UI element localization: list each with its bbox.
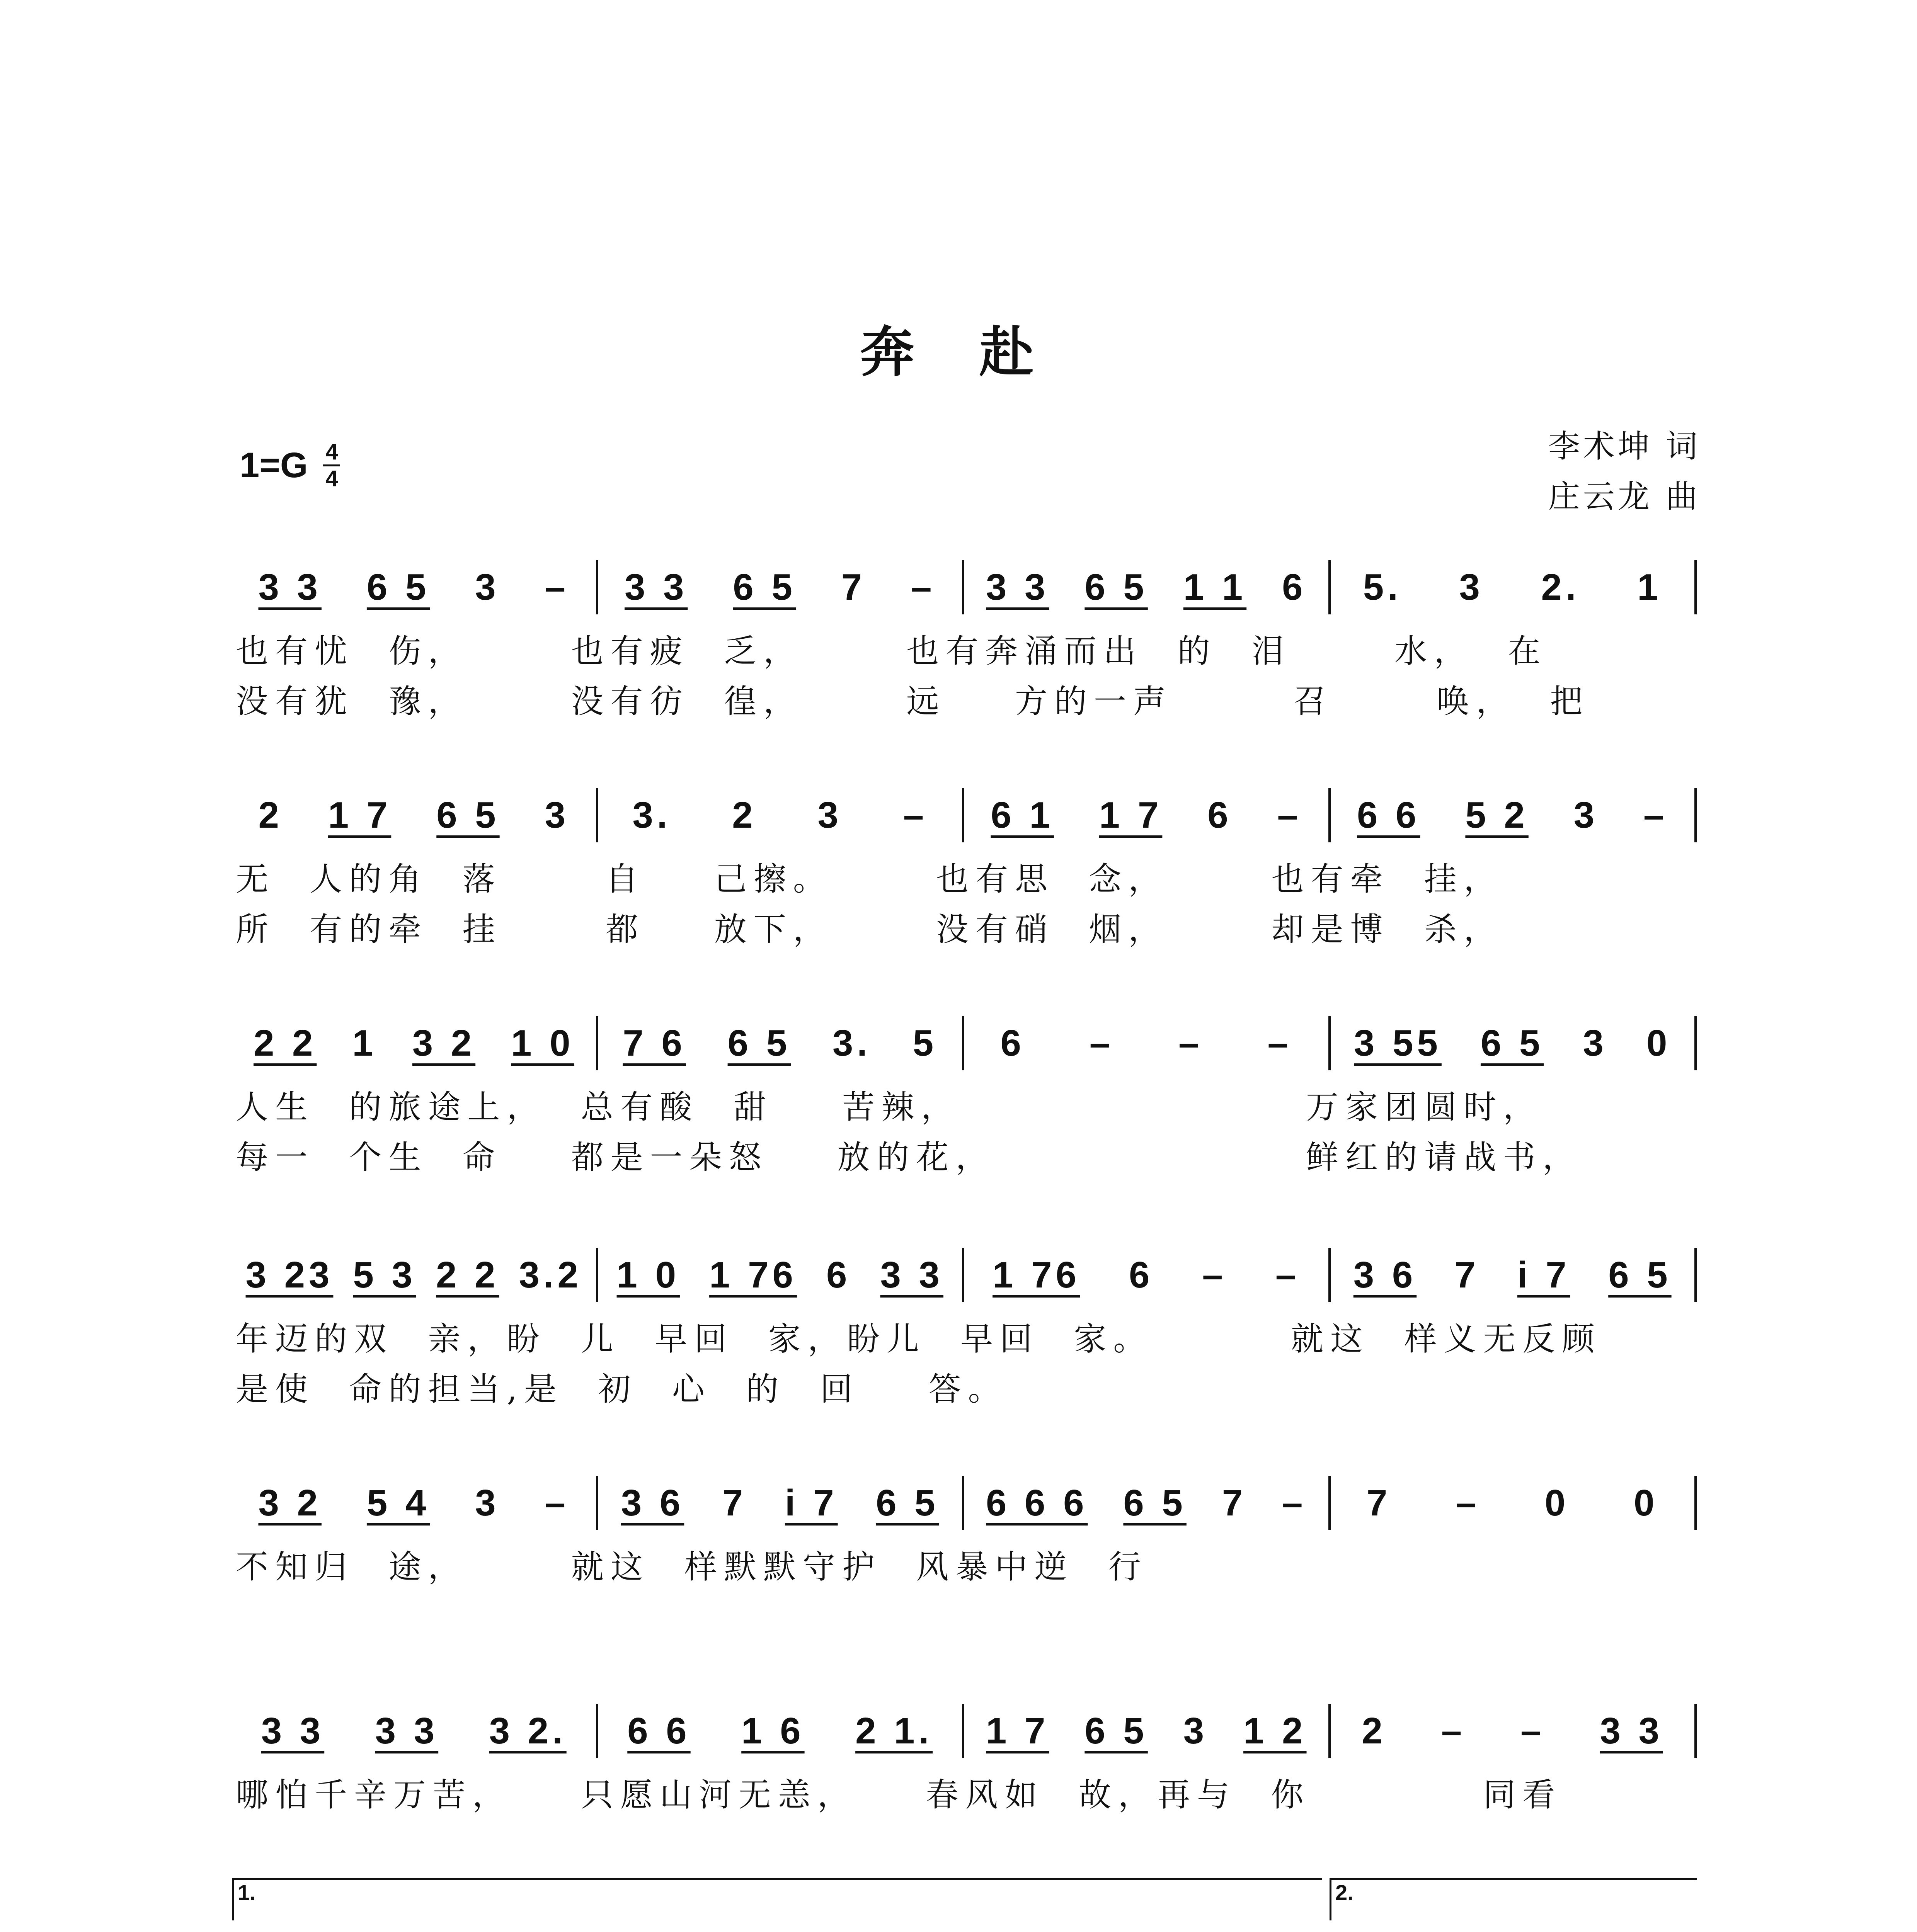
notation-row [232, 1005, 1697, 1082]
note-group: 3 [475, 1482, 500, 1524]
note-group: 3 [1459, 566, 1484, 608]
measure [598, 560, 965, 614]
note-group: 0 [1646, 1022, 1671, 1064]
score-system [232, 1005, 1697, 1182]
note-group: – [1282, 1482, 1307, 1524]
lyric-line: 所 有的牵 挂 都 放下， 没有硝 烟， 却是博 杀， [236, 910, 1503, 948]
note-group: 6 5 [876, 1482, 939, 1524]
note-group: 1 76 [709, 1254, 797, 1296]
note-group: i 7 [785, 1482, 838, 1524]
lyric-line: 哪怕千辛万苦， 只愿山河无恙， 春风如 故，再与 你 同看 [236, 1776, 1562, 1814]
note-group: 5 4 [366, 1482, 430, 1524]
note-group: 3 3 [986, 566, 1049, 608]
note-group: 6 [1282, 566, 1307, 608]
note-group: 3 3 [375, 1710, 439, 1752]
note-group: – [1267, 1022, 1292, 1064]
note-group: 1 [1637, 566, 1662, 608]
note-group: 7 [1366, 1482, 1391, 1524]
note-group: 6 5 [1123, 1482, 1187, 1524]
note-group: 3 [475, 566, 500, 608]
first-ending-bracket: 1. [232, 1878, 1322, 1920]
note-group: 6 6 [1357, 794, 1420, 836]
key-label: 1=G [240, 446, 308, 485]
note-group: 6 [1000, 1022, 1025, 1064]
note-group: 7 [722, 1482, 747, 1524]
note-group: 7 6 [623, 1022, 686, 1064]
note-group: – [903, 794, 928, 836]
measure [232, 788, 598, 842]
lyric-line: 不知归 途， 就这 样默默守护 风暴中逆 行 [236, 1548, 1148, 1586]
note-group: 3 3 [258, 566, 322, 608]
score-system [232, 777, 1697, 954]
composer-credit: 庄云龙 曲 [1548, 478, 1701, 515]
note-group: 3 [1583, 1022, 1607, 1064]
score-system [232, 549, 1697, 726]
measure [232, 1704, 598, 1758]
note-group: 1 0 [616, 1254, 680, 1296]
note-group: 3.2 [519, 1254, 582, 1296]
measure [1331, 1016, 1697, 1070]
note-group: 2 [258, 794, 283, 836]
measure [964, 788, 1331, 842]
note-group: 3 6 [1353, 1254, 1417, 1296]
note-group: 3 3 [624, 566, 688, 608]
note-group: 2 [732, 794, 757, 836]
note-group: 3 [1183, 1710, 1208, 1752]
note-group: – [1643, 794, 1668, 836]
note-group: 1 7 [986, 1710, 1049, 1752]
measure [1331, 560, 1697, 614]
note-group: 3. [832, 1022, 871, 1064]
note-group: – [1275, 1254, 1300, 1296]
note-group: 6 5 [1608, 1254, 1672, 1296]
note-group: 1 [352, 1022, 377, 1064]
measure [964, 560, 1331, 614]
measure [232, 1248, 598, 1302]
note-group: 6 6 [627, 1710, 691, 1752]
note-group: 5 2 [1465, 794, 1529, 836]
note-group: – [1178, 1022, 1203, 1064]
lyric-line: 没有犹 豫， 没有彷 徨， 远 方的一声 召 唤， 把 [236, 682, 1590, 720]
lyric-line: 是使 命的担当,是 初 心 的 回 答。 [236, 1370, 1008, 1408]
notation-row [232, 777, 1697, 854]
lyric-line: 每一 个生 命 都是一朵怒 放的花， 鲜红的请战书， [236, 1138, 1582, 1176]
meter-top: 4 [325, 439, 338, 464]
note-group: – [545, 566, 570, 608]
lyric-line: 也有忧 伤， 也有疲 乏， 也有奔涌而出 的 泪 水， 在 [236, 632, 1548, 670]
note-group: 3 2 [412, 1022, 476, 1064]
note-group: – [1441, 1710, 1466, 1752]
note-group: 3 2 [258, 1482, 322, 1524]
note-group: – [1089, 1022, 1114, 1064]
measure [1331, 1248, 1697, 1302]
score-system [232, 1880, 1697, 1932]
notation-row [232, 1880, 1697, 1932]
note-group: 1 7 [328, 794, 392, 836]
measure [964, 1016, 1331, 1070]
note-group: 6 1 [991, 794, 1054, 836]
note-group: 2 2 [253, 1022, 317, 1064]
note-group: 7 [1454, 1254, 1479, 1296]
lyric-line: 无 人的角 落 自 己擦。 也有思 念， 也有牵 挂， [236, 860, 1503, 898]
note-group: 1 6 [741, 1710, 805, 1752]
note-group: i 7 [1517, 1254, 1570, 1296]
measure [964, 1476, 1331, 1530]
measure [964, 1248, 1331, 1302]
note-group: 3 6 [621, 1482, 684, 1524]
note-group: 6 [826, 1254, 851, 1296]
note-group: – [911, 566, 936, 608]
notation-row [232, 1692, 1697, 1770]
note-group: 1 7 [1099, 794, 1163, 836]
score-system [232, 1464, 1697, 1592]
lyricist-credit: 李术坤 词 [1548, 428, 1701, 465]
measure [1331, 1476, 1697, 1530]
note-group: 5. [1363, 566, 1402, 608]
note-group: 2. [1541, 566, 1580, 608]
measure [598, 788, 965, 842]
notation-row [232, 549, 1697, 626]
score-system [232, 1692, 1697, 1820]
score-system [232, 1236, 1697, 1414]
note-group: 3 3 [1600, 1710, 1663, 1752]
note-group: 6 5 [1084, 1710, 1148, 1752]
measure [964, 1704, 1331, 1758]
note-group: 6 5 [733, 566, 796, 608]
note-group: 5 3 [353, 1254, 416, 1296]
second-ending-bracket: 2. [1330, 1878, 1697, 1920]
measure [1331, 1704, 1697, 1758]
note-group: 1 1 [1183, 566, 1247, 608]
note-group: 3 [545, 794, 570, 836]
note-group: 3 2. [489, 1710, 567, 1752]
note-group: – [1277, 794, 1302, 836]
note-group: 5 [913, 1022, 938, 1064]
note-group: 3 [817, 794, 842, 836]
time-signature [323, 440, 340, 490]
note-group: 6 5 [1480, 1022, 1544, 1064]
note-group: 0 [1634, 1482, 1658, 1524]
note-group: 6 5 [727, 1022, 791, 1064]
measure [598, 1248, 965, 1302]
note-group: 6 [1129, 1254, 1154, 1296]
note-group: 1 2 [1243, 1710, 1307, 1752]
note-group: 3 3 [880, 1254, 943, 1296]
note-group: 2 1. [855, 1710, 933, 1752]
note-group: 3 [1573, 794, 1599, 836]
note-group: 6 [1207, 794, 1232, 836]
notation-row [232, 1236, 1697, 1314]
note-group: 7 [1222, 1482, 1247, 1524]
measure [232, 560, 598, 614]
measure [232, 1016, 598, 1070]
lyric-line: 年迈的双 亲，盼 儿 早回 家，盼儿 早回 家。 就这 样义无反顾 [236, 1320, 1602, 1358]
note-group: 2 [1362, 1710, 1386, 1752]
note-group: 1 76 [993, 1254, 1080, 1296]
note-group: – [545, 1482, 570, 1524]
meter-bottom: 4 [325, 466, 338, 491]
lyric-line: 人生 的旅途上， 总有酸 甜 苦辣， 万家团圆时， [236, 1088, 1543, 1126]
note-group: 1 0 [511, 1022, 574, 1064]
note-group: 3 3 [261, 1710, 325, 1752]
note-group: – [1520, 1710, 1545, 1752]
measure [598, 1704, 965, 1758]
note-group: 6 6 6 [986, 1482, 1088, 1524]
key-signature [240, 440, 340, 490]
note-group: 3. [632, 794, 671, 836]
measure [1331, 788, 1697, 842]
measure [598, 1476, 965, 1530]
song-title: 奔 赴 [860, 321, 1057, 384]
note-group: 0 [1544, 1482, 1570, 1524]
note-group: 2 2 [436, 1254, 499, 1296]
note-group: 3 23 [245, 1254, 334, 1296]
note-group: – [1202, 1254, 1227, 1296]
note-group: 6 5 [1084, 566, 1148, 608]
measure [232, 1476, 598, 1530]
notation-row [232, 1464, 1697, 1542]
note-group: 6 5 [366, 566, 430, 608]
measure [598, 1016, 965, 1070]
note-group: – [1456, 1482, 1480, 1524]
note-group: 7 [841, 566, 866, 608]
note-group: 3 55 [1354, 1022, 1442, 1064]
note-group: 6 5 [436, 794, 500, 836]
